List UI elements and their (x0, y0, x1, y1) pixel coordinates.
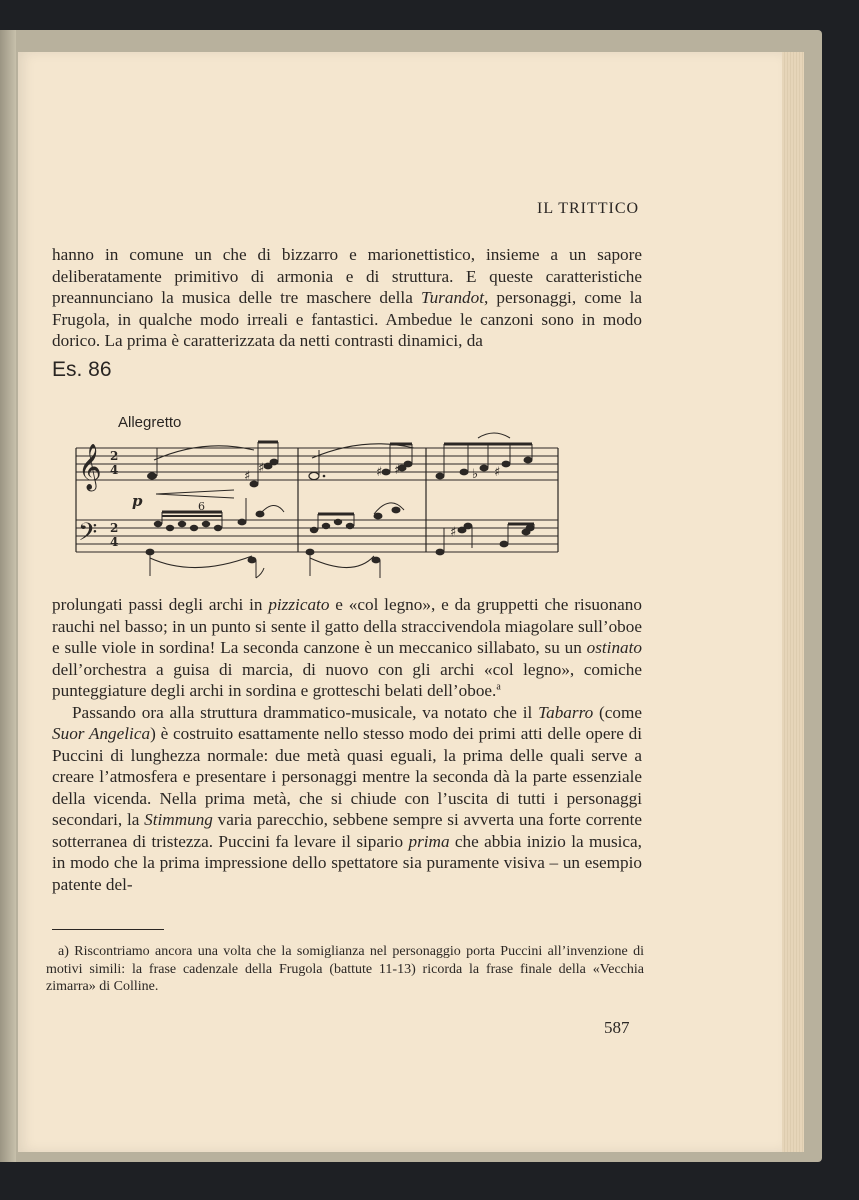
paragraph-1-body: hanno in comune un che di bizzarro e marionettistico, insieme a un sapore deliberatamente primitivo di armonia e di struttura. E queste caratteristiche preannunciano la musica delle tre maschere della Turandot, personaggi, come la Frugola, in qualche modo irreali e fantastici. Ambedue le canzoni sono in modo dorico. La prima è caratterizzata da netti contrasti dinamici, da (52, 245, 643, 350)
italic-run: Turandot (420, 288, 484, 307)
paragraph-1 (52, 244, 642, 352)
svg-text:♯: ♯ (450, 525, 457, 540)
svg-text:2: 2 (110, 521, 119, 535)
time-signature (110, 449, 118, 549)
bass-clef-icon: 𝄢 (78, 518, 98, 553)
footnote-marker: a (496, 681, 501, 693)
svg-text:2: 2 (110, 449, 119, 463)
book-spine-edge (0, 30, 16, 1162)
measure-2-bass (306, 503, 405, 578)
example-label: Es. 86 (52, 358, 112, 381)
tuplet-marking: 6 (198, 500, 205, 513)
running-head: IL TRITTICO (537, 200, 640, 217)
measure-3-treble (436, 433, 533, 482)
svg-text:♯: ♯ (244, 469, 251, 484)
italic-run: prima (408, 831, 450, 851)
italic-run: Tabarro (538, 702, 594, 722)
svg-text:4: 4 (110, 535, 119, 549)
italic-run: Stimmung (144, 810, 213, 829)
measure-1-treble (147, 442, 279, 487)
footnote: a) Riscontriamo ancora una volta che la somiglianza nel personaggio porta Puccini all’invenzione di motivi simili: la frase cadenzale della Frugola (battute 11-13) ricorda la frase finale della «Vecchia zimarra» di Colline. (46, 944, 644, 994)
crescendo-hairpin (156, 490, 234, 498)
paragraph-3: Passando ora alla struttura drammatico-musicale, va notato che il Tabarro (come Suor Angelica) è costruito esattamente nello stesso modo dei primi atti delle opere di Puccini di lunghezza normale: due metà quasi eguali, la prima delle quali serve a creare l’atmosfera e presentare i personaggi mentre la seconda dà la parte essenziale della vicenda. Nella prima metà, che si chiude con l’uscita di tutti i personaggi secondari, la Stimmung varia parecchio, sebbene sempre si avverta una forte corrente sotterranea di tristezza. Puccini fa levare il sipario prima che abbia inizio la musica, in modo che la prima impressione dello spettatore sia puramente visiva – un esempio patente del- (52, 702, 642, 894)
footnote-rule (52, 929, 164, 930)
svg-text:♯: ♯ (494, 465, 501, 480)
svg-text:♭: ♭ (472, 467, 479, 482)
svg-text:4: 4 (110, 463, 119, 477)
svg-text:♯: ♯ (376, 465, 383, 480)
italic-run: ostinato (586, 638, 642, 657)
tempo-marking: Allegretto (118, 414, 182, 431)
dynamic-marking: p (132, 492, 143, 510)
treble-clef-icon: 𝄞 (78, 444, 102, 490)
svg-text:♯: ♯ (394, 463, 401, 478)
main-text (52, 594, 642, 895)
bass-staff (76, 520, 558, 552)
page-number: 587 (604, 1018, 630, 1037)
italic-run: pizzicato (268, 595, 330, 614)
svg-text:♯: ♯ (258, 461, 265, 476)
music-score (74, 428, 560, 580)
measure-1-bass (146, 498, 285, 578)
measure-2-treble (309, 444, 414, 480)
paragraph-2: prolungati passi degli archi in pizzicato e «col legno», e da gruppetti che risuonano rauchi nel basso; in un punto si sente il gatto della straccivendola miagolare sull’oboe e sulle viole in sordina! La seconda canzone è un meccanico sillabato, su un ostinato dell’orchestra a guisa di marcia, di nuovo con gli archi «col legno», comiche punteggiature degli archi in sordina e grotteschi belati dell’oboe.$^a$ (52, 595, 642, 700)
italic-run: Suor Angelica (52, 724, 151, 743)
